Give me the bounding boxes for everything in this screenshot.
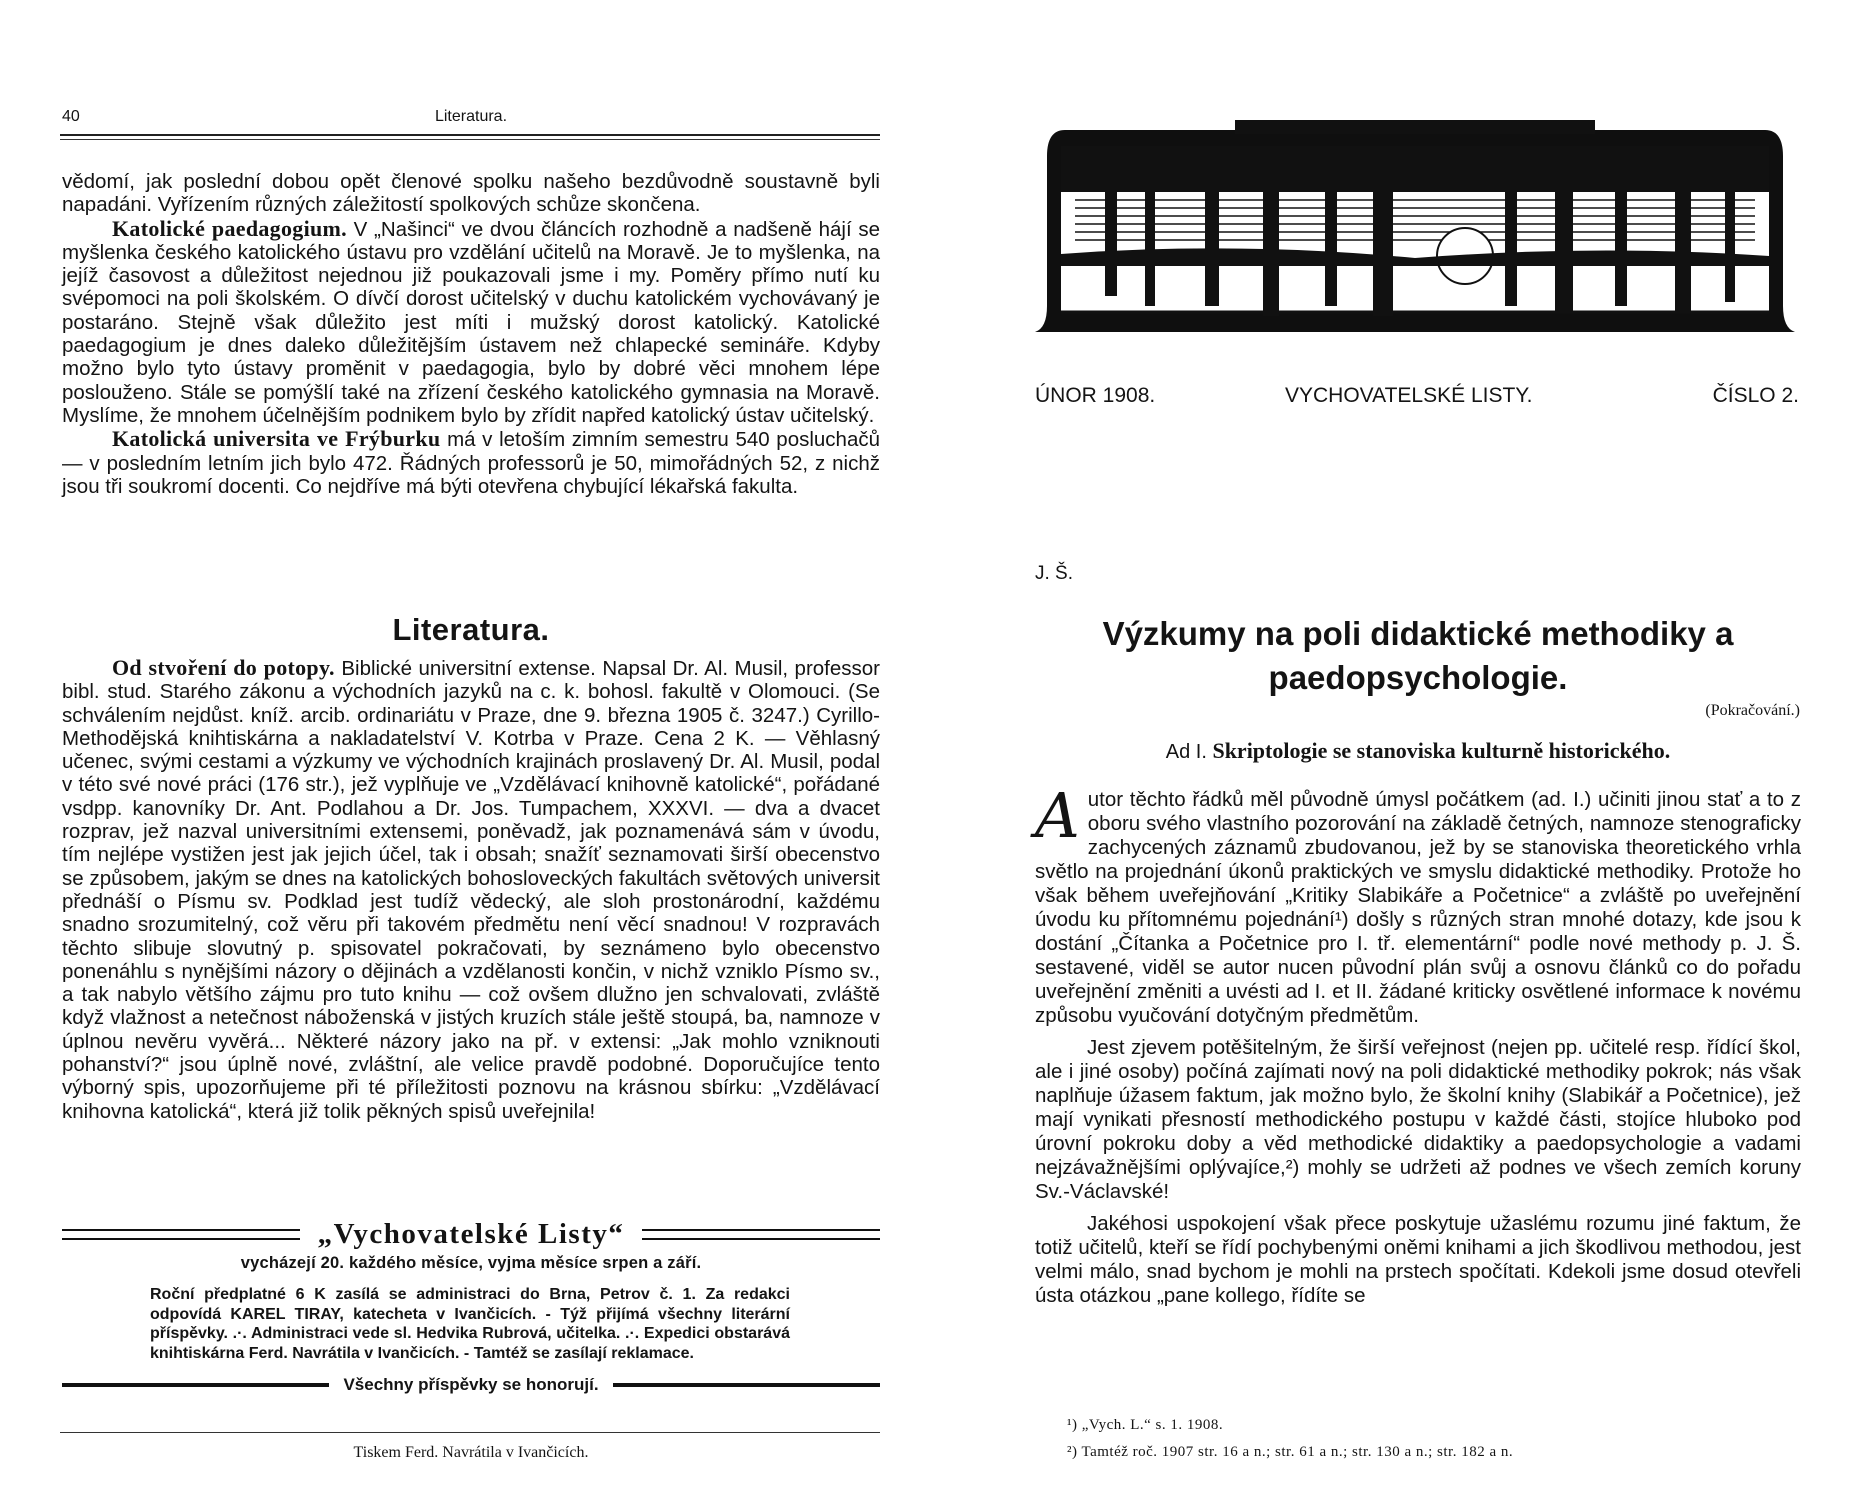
paragraph-heading: Katolická universita ve Frýburku: [112, 426, 441, 452]
section-title: Literatura.: [392, 612, 550, 647]
paragraph-text: Biblické universitní extense. Napsal Dr. Al. Musil, professor bibl. stud. Starého zákonu a východních jazyků na c. k. bohosl. fakultě v Olomouci. (Se schválením nejdůst. kníž. arcib. ordinariátu v Praze, dne 9. března 1905 č. 3247.) Cyrillo-Methodějská knihtiskárna a nakladatelství V. Kotrba v Praze. Cena 2 K. — Věhlasný učenec, svými cestami a výzkumy ve východních krajinách proslavený Dr. Al. Musil, podal v této své nové práci (176 str.), jež vyplňuje ve „Vzdělávací knihovně katolické“, pořádané vsdpp. kanovníky Dr. Ant. Podlahou a Dr. Jos. Tumpachem, XXXVI. — dva a dvacet rozprav, jež nazval universitními extensemi, poněvadž, jak poznamenává sám v úvodu, tím nejlépe vystižen jest jak jejich účel, tak i obsah; snažíť seznamovati širší obecenstvo se způsobem, jakým se dnes na katolických bohosloveckých fakultách světových universit přednáší o Písmu sv. Podklad jest tudíž vědecký, ale sloh prostonárodní, každému snadno srozumitelný, což věru při takovém předmětu není věcí snadnou! V rozpravách těchto slibuje slovutný p. spisovatel pokračovati, by seznámeno bylo obecenstvo ponenáhlu s nynějšími názory o dějinách a vzdělanosti končin, v nichž vzniklo Písmo sv., a tak nabylo většího zájmu pro tuto knihu — což ovšem dlužno jen schvalovati, zvláště když vlažnost a netečnost náboženská v jistých kruzích stále ještě stoupá, ba, namnoze v úplnou nevěru vyvěrá... Některé názory jako na př. v extensi: „Jak mohlo vzniknouti pohanství?“ jsou úplně nové, zvláštní, ale velice pravdě podobné. Doporučujíce tento výborný spis, upozorňujeme při té příležitosti poznovu na krásnou sbírku: „Vzdělávací knihovna katolická“, která již tolik pěkných spisů uveřejnila!: [62, 657, 880, 1123]
drop-cap: A: [1035, 779, 1080, 852]
article-body: [1035, 779, 1801, 1316]
paragraph-text: má v letoším zimním semestru 540 posluchačů — v posledním letním jich bylo 472. Řádných professorů je 50, mimořádných 52, z nichž jsou tři soukromí docenti. Co nejdříve má býti otevřena chybující lékařská fakulta.: [62, 428, 880, 498]
imprint-rule: [60, 1432, 880, 1433]
continued-note: (Pokračování.): [1705, 702, 1800, 719]
paragraph-heading: Katolické paedagogium.: [112, 215, 347, 241]
footnote-1: ¹) „Vych. L.“ s. 1. 1908.: [1067, 1417, 1224, 1433]
subheading-prefix: Ad I.: [1165, 741, 1207, 763]
box-footer: Všechny příspěvky se honorují.: [343, 1375, 599, 1395]
paragraph-1: vědomí, jak poslední dobou opět členové spolku našeho bezdůvodně soustavně byli napadáni. Vyřízením různých záležitostí spolkových schůze skončena.: [62, 170, 880, 217]
footnotes: [1067, 1412, 1513, 1466]
article-author: J. Š.: [1035, 563, 1074, 584]
header-rule: [60, 134, 880, 136]
box-title: „Vychovatelské Listy“: [317, 1217, 625, 1250]
subscription-box: [62, 1216, 880, 1397]
paragraph-katolicke-paedagogium: [62, 217, 880, 428]
page-number: 40: [62, 108, 80, 125]
paragraph-heading: Od stvoření do potopy.: [112, 655, 335, 680]
masthead-issue: ČÍSLO 2.: [1712, 384, 1799, 407]
paragraph-text: V „Našinci“ ve dvou článcích rozhodně a nadšeně hájí se myšlenka českého katolického ústavu pro vzdělání učitelů na Moravě. Je to myšlenka, na jejíž časovost a důležitost nejednou již poukazovali jsme i my. Poměry přímo nutí ku svépomoci na poli školském. O dívčí dorost učitelský v duchu katolickém vychovávaný je postaráno. Stejně však důležito jest míti i mužský dorost katolický. Katolické paedagogium je dnes daleko důležitějším ústavem než chlapecké semináře. Kdyby možno bylo tyto ústavy proměnit v paedagogia, bylo by dobré věci mnohem lépe poslouženo. Stále se pomýšlí také na zřízení českého katolického gymnasia na Moravě. Myslíme, že mnohem účelnějším podnikem bylo by zřídit napřed katolický ústav učitelský.: [62, 217, 880, 427]
box-subtitle: vycházejí 20. každého měsíce, vyjma měsíce srpen a září.: [240, 1254, 702, 1272]
news-column: [62, 170, 880, 498]
header-rule-thin: [60, 139, 880, 140]
article-title: Výzkumy na poli didaktické methodiky a paedopsychologie.: [1102, 615, 1734, 696]
subheading-title: Skriptologie se stanoviska kulturně historického.: [1212, 738, 1671, 763]
masthead-date: ÚNOR 1908.: [1035, 384, 1156, 407]
article-paragraph-2: Jest zjevem potěšitelným, že širší veřejnost (nejen pp. učitelé resp. řídící škol, ale i jiné osoby) počíná zajímati nový na poli didaktické methodiky pokrok; nás však naplňuje úžasem faktum, jak možno bylo, že školní knihy (Slabikář a Početnice), jež mají vynikati přesností methodického postupu v každé části, stojíce hluboko pod úrovní pokroku doby a věd methodické didaktiky a paedopsychologie a vadami nejzávažnějšími oplývajíce,²) mohly se udržeti až podnes ve všech zemích koruny Sv.-Václavské!: [1035, 1036, 1801, 1203]
article-subheading: [1035, 738, 1801, 764]
article-paragraph-1: [1035, 779, 1801, 1028]
thick-rule: [62, 1383, 329, 1387]
literature-column: [62, 656, 880, 1123]
printer-imprint: Tiskem Ferd. Navrátila v Ivančicích.: [353, 1444, 589, 1461]
box-body: Roční předplatné 6 K zasílá se administraci do Brna, Petrov č. 1. Za redakci odpovídá KAREL TIRAY, katecheta v Ivančicích. - Týž přijímá všechny literární příspěvky. .·. Administraci vede sl. Hedvika Rubrová, učitelka. .·. Expedici obstarává knihtiskárna Ferd. Navrátila v Ivančicích. - Tamtéž se zasílají reklamace.: [150, 1286, 790, 1362]
running-head-title: Literatura.: [434, 108, 508, 125]
paragraph-text: utor těchto řádků měl původně úmysl počátkem (ad. I.) učiniti jinou stať a to z oboru svého vlastního pozorování na základě četných, namnoze stenograficky zachycených záznamů zbudovanou, jež by se stanoviska theoretického vrhla světlo na projednání úkonů praktických ve smyslu didaktické methodiky. Protože ho však během uveřejňování „Kritiky Slabikáře a Početnice“ a zvláště po uveřejnění úvodu ku přítomnému pojednání¹) došly s různých stran mnohé dotazy, kde jsou k dostání „Čítanka a Početnice pro I. tř. elementární“ podle nové methody p. J. Š. sestavené, viděl se autor nucen původní plán svůj a osnovu článků co do pořadu uveřejnění změniti a uvésti ad I. et II. žádané kriticky osvětlené informace k novému způsobu vyučování dotyčným předmětům.: [1035, 788, 1801, 1027]
forest-illustration: [1035, 116, 1795, 336]
double-rule: [642, 1229, 880, 1240]
box-footer-row: [62, 1373, 880, 1397]
footnote-2: ²) Tamtéž roč. 1907 str. 16 a n.; str. 61 a n.; str. 130 a n.; str. 182 a n.: [1067, 1444, 1514, 1460]
right-page: [931, 0, 1862, 1500]
running-head: [62, 108, 880, 134]
article-paragraph-3: Jakéhosi uspokojení však přece poskytuje užaslému rozumu jiné faktum, že totiž učitelů, kteří se řídí pochybenými oněmi knihami a jich škodlivou methodou, jest velmi málo, snad bychom je mohli na prstech spočítati. Kdekoli jsme dosud otevřeli ústa otázkou „pane kollego, řídíte se: [1035, 1212, 1801, 1307]
thick-rule: [613, 1383, 880, 1387]
double-rule: [62, 1229, 300, 1240]
box-title-row: [62, 1216, 880, 1252]
paragraph-frybursk-universita: [62, 427, 880, 498]
masthead-title: VYCHOVATELSKÉ LISTY.: [1285, 384, 1533, 407]
paragraph-review: [62, 656, 880, 1123]
